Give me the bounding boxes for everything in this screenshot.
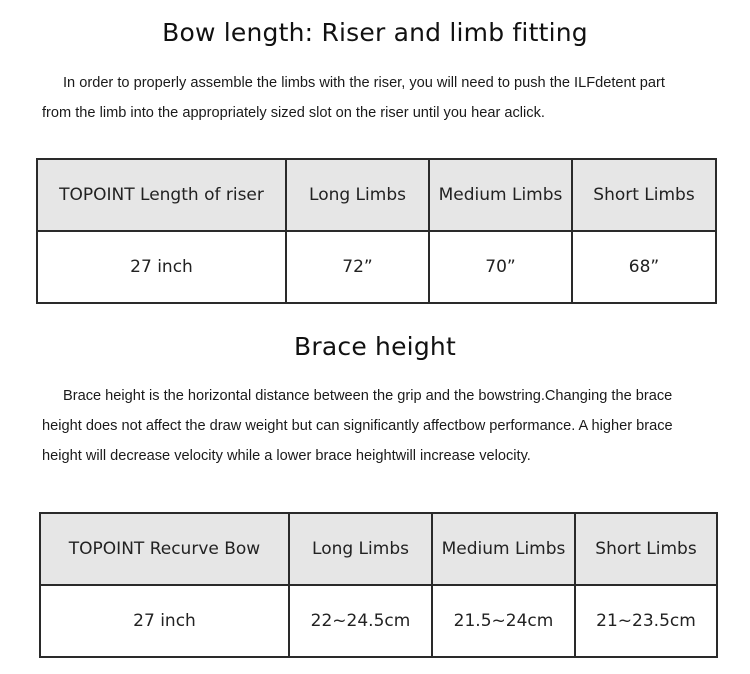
paragraph-line: height does not affect the draw weight but can significantly affectbow performance. A higher brace bbox=[42, 418, 673, 434]
cell-long-limbs: 72” bbox=[286, 231, 429, 303]
header-short-limbs: Short Limbs bbox=[572, 159, 716, 231]
brace-height-table bbox=[39, 512, 718, 658]
table-row bbox=[40, 585, 717, 657]
table-header-row bbox=[40, 513, 717, 585]
header-medium-limbs: Medium Limbs bbox=[429, 159, 572, 231]
brace-height-title: Brace height bbox=[294, 332, 456, 361]
paragraph-line: In order to properly assemble the limbs with the riser, you will need to push the ILFdetent part bbox=[63, 75, 665, 91]
table-header-row bbox=[37, 159, 716, 231]
header-long-limbs: Long Limbs bbox=[286, 159, 429, 231]
riser-fitting-paragraph bbox=[42, 68, 742, 128]
brace-height-paragraph bbox=[42, 381, 742, 471]
paragraph-line: from the limb into the appropriately sized slot on the riser until you hear aclick. bbox=[42, 105, 545, 121]
cell-short-limbs: 68” bbox=[572, 231, 716, 303]
cell-medium-limbs: 21.5~24cm bbox=[432, 585, 575, 657]
paragraph-line: height will decrease velocity while a lower brace heightwill increase velocity. bbox=[42, 448, 531, 464]
header-long-limbs: Long Limbs bbox=[289, 513, 432, 585]
cell-medium-limbs: 70” bbox=[429, 231, 572, 303]
bow-length-title: Bow length: Riser and limb fitting bbox=[162, 18, 588, 47]
paragraph-line: Brace height is the horizontal distance between the grip and the bowstring.Changing the brace bbox=[63, 388, 673, 404]
table-row bbox=[37, 231, 716, 303]
header-riser-length: TOPOINT Length of riser bbox=[37, 159, 286, 231]
cell-long-limbs: 22~24.5cm bbox=[289, 585, 432, 657]
riser-length-table bbox=[36, 158, 717, 304]
cell-riser-length: 27 inch bbox=[37, 231, 286, 303]
cell-recurve-bow: 27 inch bbox=[40, 585, 289, 657]
cell-short-limbs: 21~23.5cm bbox=[575, 585, 717, 657]
header-short-limbs: Short Limbs bbox=[575, 513, 717, 585]
header-recurve-bow: TOPOINT Recurve Bow bbox=[40, 513, 289, 585]
header-medium-limbs: Medium Limbs bbox=[432, 513, 575, 585]
